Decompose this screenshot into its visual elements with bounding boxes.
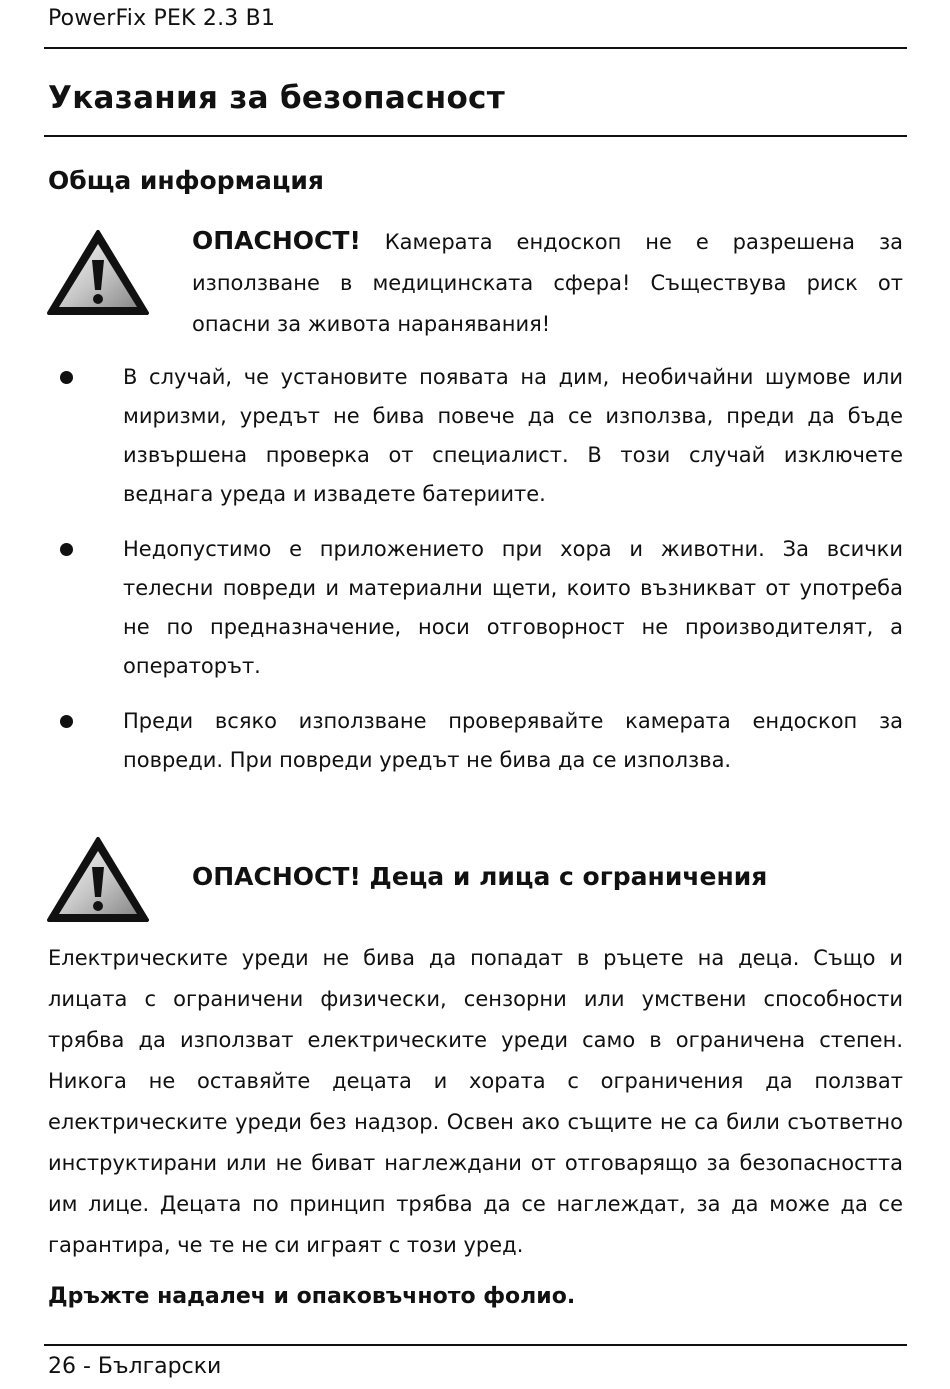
- bullet-icon: [60, 715, 73, 728]
- list-item: [60, 358, 903, 518]
- page-title: Указания за безопасност: [48, 80, 506, 116]
- header-divider: [44, 47, 907, 49]
- list-item-text: Недопустимо е приложението при хора и животни. За всички телесни повреди и материални щети, които възникват от употреба не по предназначение, носи отговорност не производителят, а операторът.: [123, 537, 903, 678]
- danger-text: Камерата ендоскоп не е разрешена за използване в медицинската сфера! Съществува риск от опасни за живота наранявания!: [192, 230, 903, 336]
- list-item-text: В случай, че установите появата на дим, необичайни шумове или миризми, уредът не бива повече да се използва, преди да бъде извършена проверка от специалист. В този случай изключете веднага уреда и извадете батериите.: [123, 365, 903, 506]
- children-danger-heading: ОПАСНОСТ! Деца и лица с ограничения: [192, 862, 768, 891]
- general-info-heading: Обща информация: [48, 166, 324, 195]
- list-item: [60, 702, 903, 782]
- running-header: PowerFix PEK 2.3 B1: [48, 6, 276, 31]
- list-item-text: Преди всяко използване проверявайте камерата ендоскоп за повреди. При повреди уредът не бива да се използва.: [123, 709, 903, 772]
- danger-label: ОПАСНОСТ!: [192, 226, 361, 255]
- list-item: [60, 530, 903, 690]
- title-divider: [44, 135, 907, 137]
- footer-divider: [44, 1344, 907, 1346]
- bullet-icon: [60, 371, 73, 384]
- warning-triangle-icon: [46, 228, 150, 316]
- children-paragraph: Електрическите уреди не бива да попадат в ръцете на деца. Също и лицата с ограничени физически, сензорни или умствени способности трябва да използват електрическите уреди само в ограничена степен. Никога не оставяйте децата и хората с ограничения да ползват електрическите уреди без надзор. Освен ако същите не са били съответно инструктирани или не биват наглеждани от отговарящо за безопасността им лице. Децата по принцип трябва да се наглеждат, за да може да се гарантира, че те не си играят с този уред.: [48, 946, 903, 1257]
- warning-triangle-icon: [46, 835, 150, 923]
- page-footer: 26 - Български: [48, 1354, 222, 1379]
- danger-notice: [192, 220, 903, 345]
- foil-warning: Дръжте надалеч и опаковъчното фолио.: [48, 1284, 576, 1309]
- bullet-icon: [60, 543, 73, 556]
